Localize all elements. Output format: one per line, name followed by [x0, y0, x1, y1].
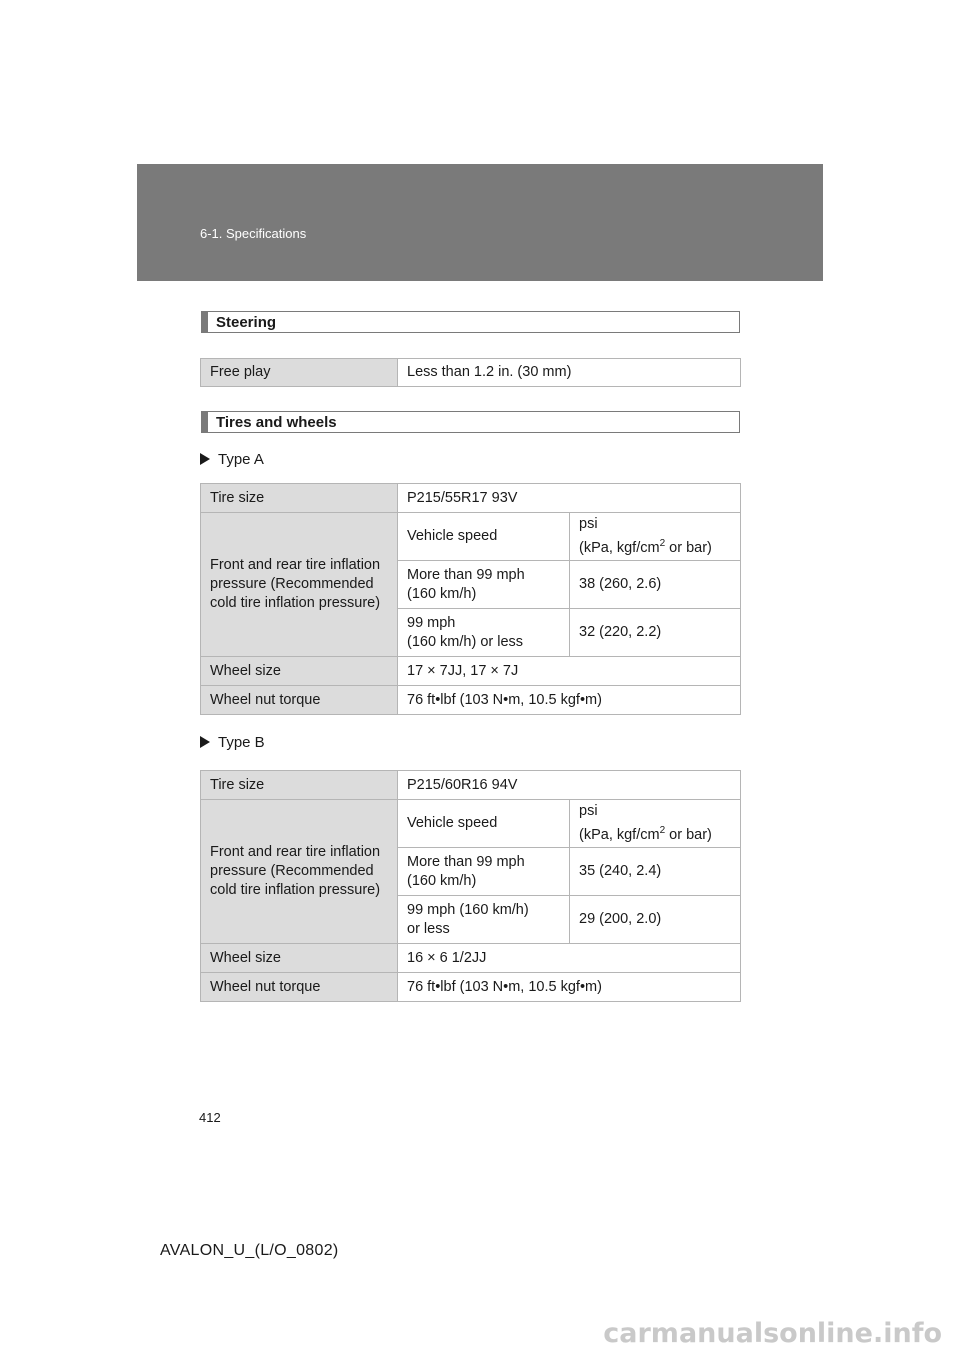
table-row: [201, 686, 741, 715]
watermark: carmanualsonline.info: [603, 1318, 942, 1349]
pressure-value: 38 (260, 2.6): [570, 561, 741, 609]
table-row: [201, 359, 741, 387]
wheel-size-value: 16 × 6 1/2JJ: [398, 944, 741, 973]
free-play-value: Less than 1.2 in. (30 mm): [398, 359, 741, 387]
wheel-size-label: Wheel size: [201, 944, 398, 973]
table-row: [201, 800, 741, 848]
psi-header: psi (kPa, kgf/$cm^2$ or bar): [570, 513, 741, 561]
steering-heading-text: Steering: [216, 314, 277, 331]
type-a-label: [200, 451, 264, 468]
type-b-table: [200, 770, 741, 1002]
free-play-label: Free play: [201, 359, 398, 387]
heading-bar: [202, 312, 208, 332]
wheel-size-value: 17 × 7JJ, 17 × 7J: [398, 657, 741, 686]
wheel-size-label: Wheel size: [201, 657, 398, 686]
type-a-table: [200, 483, 741, 715]
tires-heading: [201, 411, 740, 433]
page-header-band: [137, 164, 823, 281]
speed-cell: More than 99 mph (160 km/h): [398, 561, 570, 609]
pressure-value: 35 (240, 2.4): [570, 848, 741, 896]
section-label: 6-1. Specifications: [200, 226, 307, 241]
pressure-value: 32 (220, 2.2): [570, 609, 741, 657]
pressure-value: 29 (200, 2.0): [570, 896, 741, 944]
speed-cell: More than 99 mph (160 km/h): [398, 848, 570, 896]
tire-size-label: Tire size: [201, 771, 398, 800]
speed-cell: 99 mph (160 km/h) or less: [398, 609, 570, 657]
table-row: [201, 657, 741, 686]
table-row: [201, 944, 741, 973]
triangle-bullet-icon: [200, 736, 210, 748]
footer-code: AVALON_U_(L/O_0802): [160, 1242, 339, 1259]
type-a-text: Type A: [218, 451, 264, 468]
nut-torque-value: 76 ft•lbf (103 N•m, 10.5 kgf•m): [398, 686, 741, 715]
table-row: [201, 513, 741, 561]
speed-cell: 99 mph (160 km/h) or less: [398, 896, 570, 944]
nut-torque-label: Wheel nut torque: [201, 686, 398, 715]
type-b-text: Type B: [218, 734, 265, 751]
type-b-label: [200, 734, 265, 751]
speed-header: Vehicle speed: [398, 513, 570, 561]
pressure-label: Front and rear tire inflation pressure (Recommended cold tire inflation pressure): [201, 800, 398, 944]
psi-header: psi (kPa, kgf/$cm^2$ or bar): [570, 800, 741, 848]
triangle-bullet-icon: [200, 453, 210, 465]
page-number: 412: [199, 1110, 221, 1125]
table-row: [201, 973, 741, 1002]
nut-torque-value: 76 ft•lbf (103 N•m, 10.5 kgf•m): [398, 973, 741, 1002]
table-row: [201, 484, 741, 513]
tires-heading-text: Tires and wheels: [216, 414, 337, 431]
steering-heading: [201, 311, 740, 333]
table-row: [201, 771, 741, 800]
speed-header: Vehicle speed: [398, 800, 570, 848]
steering-table: [200, 358, 741, 387]
nut-torque-label: Wheel nut torque: [201, 973, 398, 1002]
pressure-label: Front and rear tire inflation pressure (Recommended cold tire inflation pressure): [201, 513, 398, 657]
tire-size-value: P215/55R17 93V: [398, 484, 741, 513]
tire-size-value: P215/60R16 94V: [398, 771, 741, 800]
tire-size-label: Tire size: [201, 484, 398, 513]
heading-bar: [202, 412, 208, 432]
